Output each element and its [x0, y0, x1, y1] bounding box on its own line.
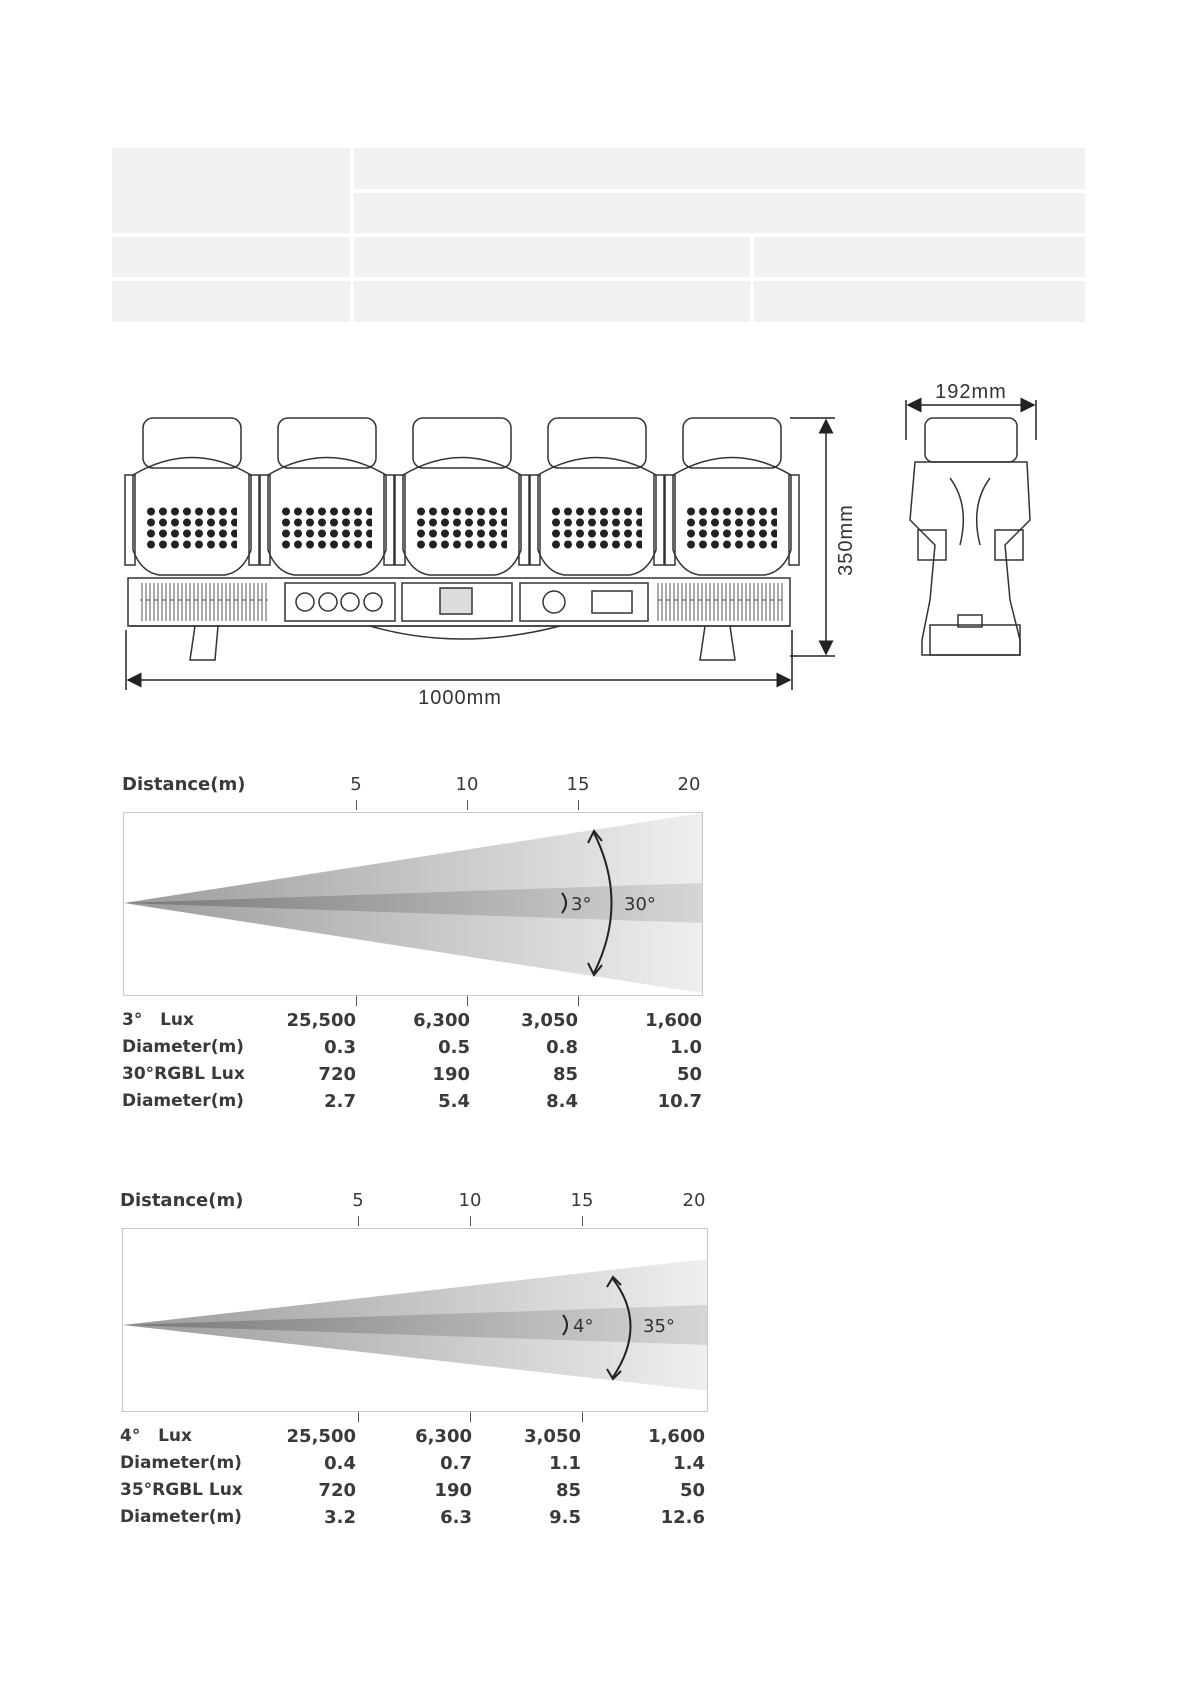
row-value: 9.5 — [549, 1507, 581, 1528]
row-value: 1.0 — [670, 1037, 702, 1058]
row-value: 3,050 — [524, 1426, 581, 1447]
row-value: 6.3 — [440, 1507, 472, 1528]
distance-tick-label: 5 — [352, 1190, 364, 1211]
row-value: 1,600 — [645, 1010, 702, 1031]
row-label: Diameter(m) — [120, 1507, 242, 1527]
wide-angle-label: 35° — [643, 1316, 675, 1337]
power-panel — [520, 583, 648, 621]
row-label: 4° Lux — [120, 1426, 192, 1446]
distance-tick-label: 5 — [350, 774, 362, 795]
row-value: 2.7 — [324, 1091, 356, 1112]
moving-head — [530, 418, 664, 575]
moving-head — [260, 418, 394, 575]
distance-header: Distance(m) — [120, 1190, 244, 1211]
row-label: Diameter(m) — [122, 1091, 244, 1111]
beam-diagram — [122, 1228, 708, 1412]
row-value: 3.2 — [324, 1507, 356, 1528]
fixture-dimension-drawing — [0, 0, 1191, 720]
row-value: 190 — [434, 1480, 472, 1501]
moving-head — [665, 418, 799, 575]
row-label: 30°RGBL Lux — [122, 1064, 245, 1084]
row-value: 1.4 — [673, 1453, 705, 1474]
narrow-angle-label: 3° — [571, 894, 592, 915]
narrow-angle-label: 4° — [573, 1316, 594, 1337]
distance-tick-label: 20 — [677, 774, 701, 795]
moving-head — [395, 418, 529, 575]
row-value: 50 — [676, 1064, 702, 1085]
row-value: 25,500 — [286, 1010, 356, 1031]
row-value: 6,300 — [415, 1426, 472, 1447]
clamp-right — [700, 626, 735, 660]
row-value: 0.7 — [440, 1453, 472, 1474]
clamp-left — [190, 626, 218, 660]
wide-angle-label: 30° — [624, 894, 656, 915]
row-value: 0.3 — [324, 1037, 356, 1058]
row-value: 720 — [318, 1064, 356, 1085]
row-value: 0.5 — [438, 1037, 470, 1058]
row-value: 0.4 — [324, 1453, 356, 1474]
distance-tick-label: 20 — [682, 1190, 706, 1211]
beam-chart-1 — [118, 770, 718, 1130]
row-value: 12.6 — [660, 1507, 705, 1528]
row-label: Diameter(m) — [122, 1037, 244, 1057]
height-dimension-label: 350mm — [835, 504, 857, 576]
distance-tick-label: 10 — [455, 774, 479, 795]
distance-tick-label: 15 — [566, 774, 590, 795]
moving-head — [125, 418, 259, 575]
row-value: 5.4 — [438, 1091, 470, 1112]
distance-tick-label: 15 — [570, 1190, 594, 1211]
row-value: 190 — [432, 1064, 470, 1085]
row-value: 25,500 — [286, 1426, 356, 1447]
width-dimension-label: 1000mm — [418, 687, 502, 709]
row-label: 3° Lux — [122, 1010, 194, 1030]
row-value: 720 — [318, 1480, 356, 1501]
row-value: 6,300 — [413, 1010, 470, 1031]
connector-panel — [285, 583, 395, 621]
depth-dimension-label: 192mm — [935, 381, 1007, 403]
beam-chart-2 — [118, 1186, 718, 1546]
beam-diagram — [123, 812, 703, 996]
row-label: Diameter(m) — [120, 1453, 242, 1473]
row-value: 8.4 — [546, 1091, 578, 1112]
row-value: 10.7 — [657, 1091, 702, 1112]
row-value: 0.8 — [546, 1037, 578, 1058]
row-value: 85 — [555, 1480, 581, 1501]
row-value: 1,600 — [648, 1426, 705, 1447]
row-label: 35°RGBL Lux — [120, 1480, 243, 1500]
front-view — [125, 418, 799, 660]
row-value: 3,050 — [521, 1010, 578, 1031]
row-value: 85 — [552, 1064, 578, 1085]
side-view — [910, 418, 1030, 655]
distance-tick-label: 10 — [458, 1190, 482, 1211]
row-value: 50 — [679, 1480, 705, 1501]
row-value: 1.1 — [549, 1453, 581, 1474]
distance-header: Distance(m) — [122, 774, 246, 795]
